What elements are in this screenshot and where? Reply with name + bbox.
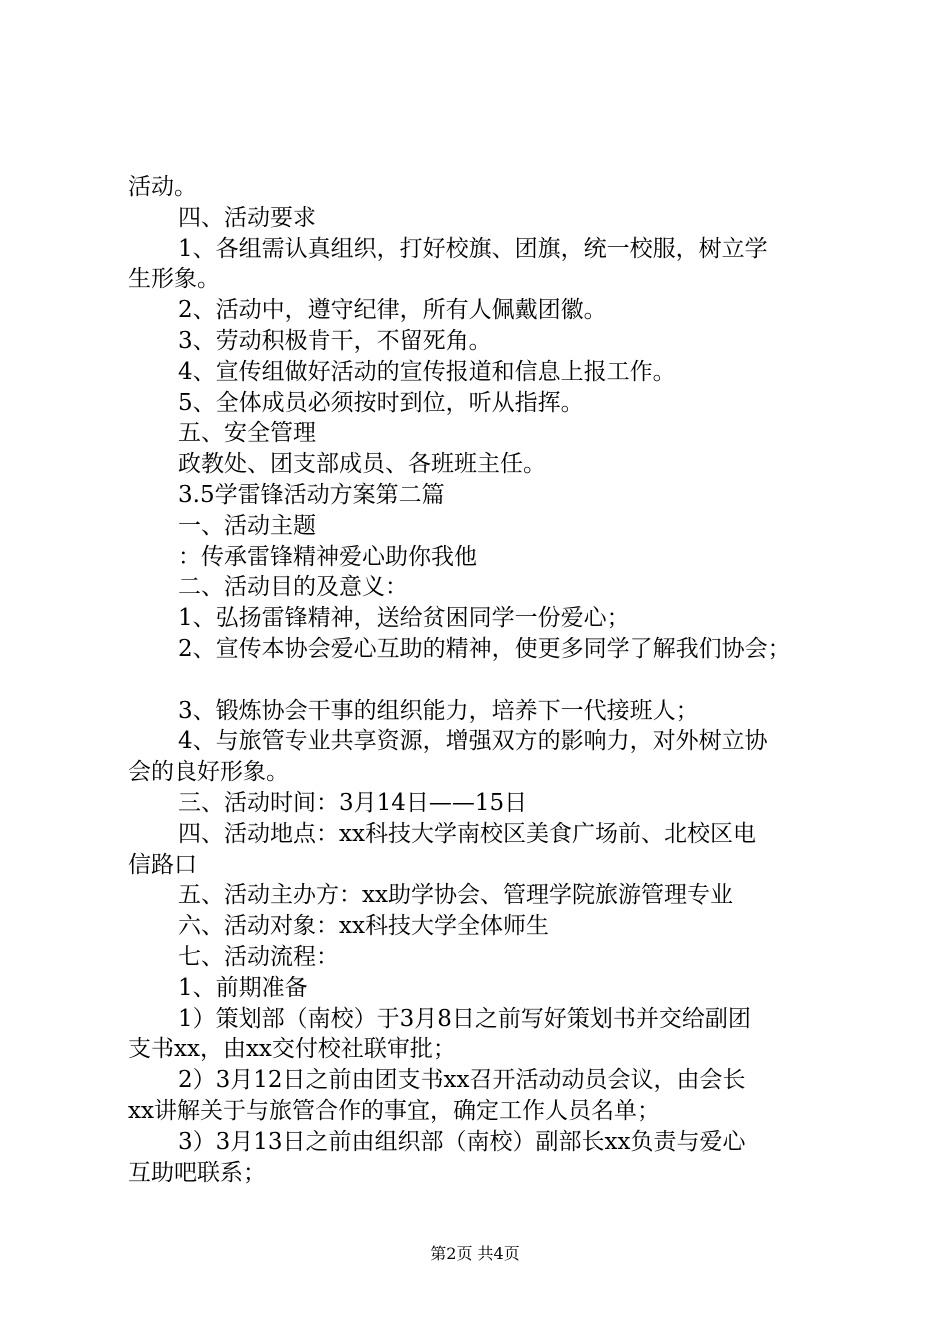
text-line: 会的良好形象。 (128, 759, 289, 786)
body-text (128, 172, 840, 1188)
section-heading: 四、活动要求 (178, 204, 316, 231)
text-line: 活动。 (128, 174, 197, 200)
text-line: 1、弘扬雷锋精神，送给贫困同学一份爱心； (178, 605, 630, 632)
page-number: 第2页 共4页 (430, 1244, 520, 1263)
text-line: 3、锻炼协会干事的组织能力，培养下一代接班人； (178, 697, 699, 724)
section-heading: 四、活动地点：xx科技大学南校区美食广场前、北校区电 (178, 820, 756, 847)
text-line: 政教处、团支部成员、各班班主任。 (178, 451, 546, 478)
section-heading: 二、活动目的及意义： (178, 574, 408, 601)
section-heading: 一、活动主题 (178, 512, 316, 539)
text-line: 3、劳动积极肯干，不留死角。 (178, 327, 492, 354)
text-line: 2）3月12日之前由团支书xx召开活动动员会议，由会长 (178, 1067, 746, 1094)
text-line: xx讲解关于与旅管合作的事宜，确定工作人员名单； (128, 1097, 660, 1124)
text-line: 1）策划部（南校）于3月8日之前写好策划书并交给副团 (178, 1005, 751, 1032)
text-line: 4、宣传组做好活动的宣传报道和信息上报工作。 (178, 358, 676, 385)
text-line: 互助吧联系； (128, 1159, 266, 1186)
section-heading: 五、安全管理 (178, 420, 316, 447)
text-line: 2、宣传本协会爱心互助的精神，使更多同学了解我们协会； (178, 635, 791, 662)
section-heading: 七、活动流程： (178, 943, 339, 970)
text-line: 支书xx，由xx交付校社联审批； (128, 1036, 456, 1063)
text-line: 生形象。 (128, 266, 220, 293)
text-line: 5、全体成员必须按时到位，听从指挥。 (178, 389, 584, 416)
section-heading: 五、活动主办方：xx助学协会、管理学院旅游管理专业 (178, 882, 733, 909)
text-line: 1、前期准备 (178, 974, 308, 1001)
text-line: 4、与旅管专业共享资源，增强双方的影响力，对外树立协 (178, 728, 768, 755)
text-line: 2、活动中，遵守纪律，所有人佩戴团徽。 (178, 297, 607, 324)
section-heading: 六、活动对象：xx科技大学全体师生 (178, 913, 549, 940)
text-line: ：传承雷锋精神爱心助你我他 (178, 543, 477, 570)
page-footer (0, 1244, 950, 1264)
text-line: 3）3月13日之前由组织部（南校）副部长xx负责与爱心 (178, 1128, 746, 1155)
text-line: 1、各组需认真组织，打好校旗、团旗，统一校服，树立学 (178, 235, 768, 262)
section-heading: 三、活动时间：3月14日——15日 (178, 789, 528, 816)
document-title: 3.5学雷锋活动方案第二篇 (178, 481, 445, 508)
text-line: 信路口 (128, 851, 197, 878)
blank-line (128, 665, 840, 696)
